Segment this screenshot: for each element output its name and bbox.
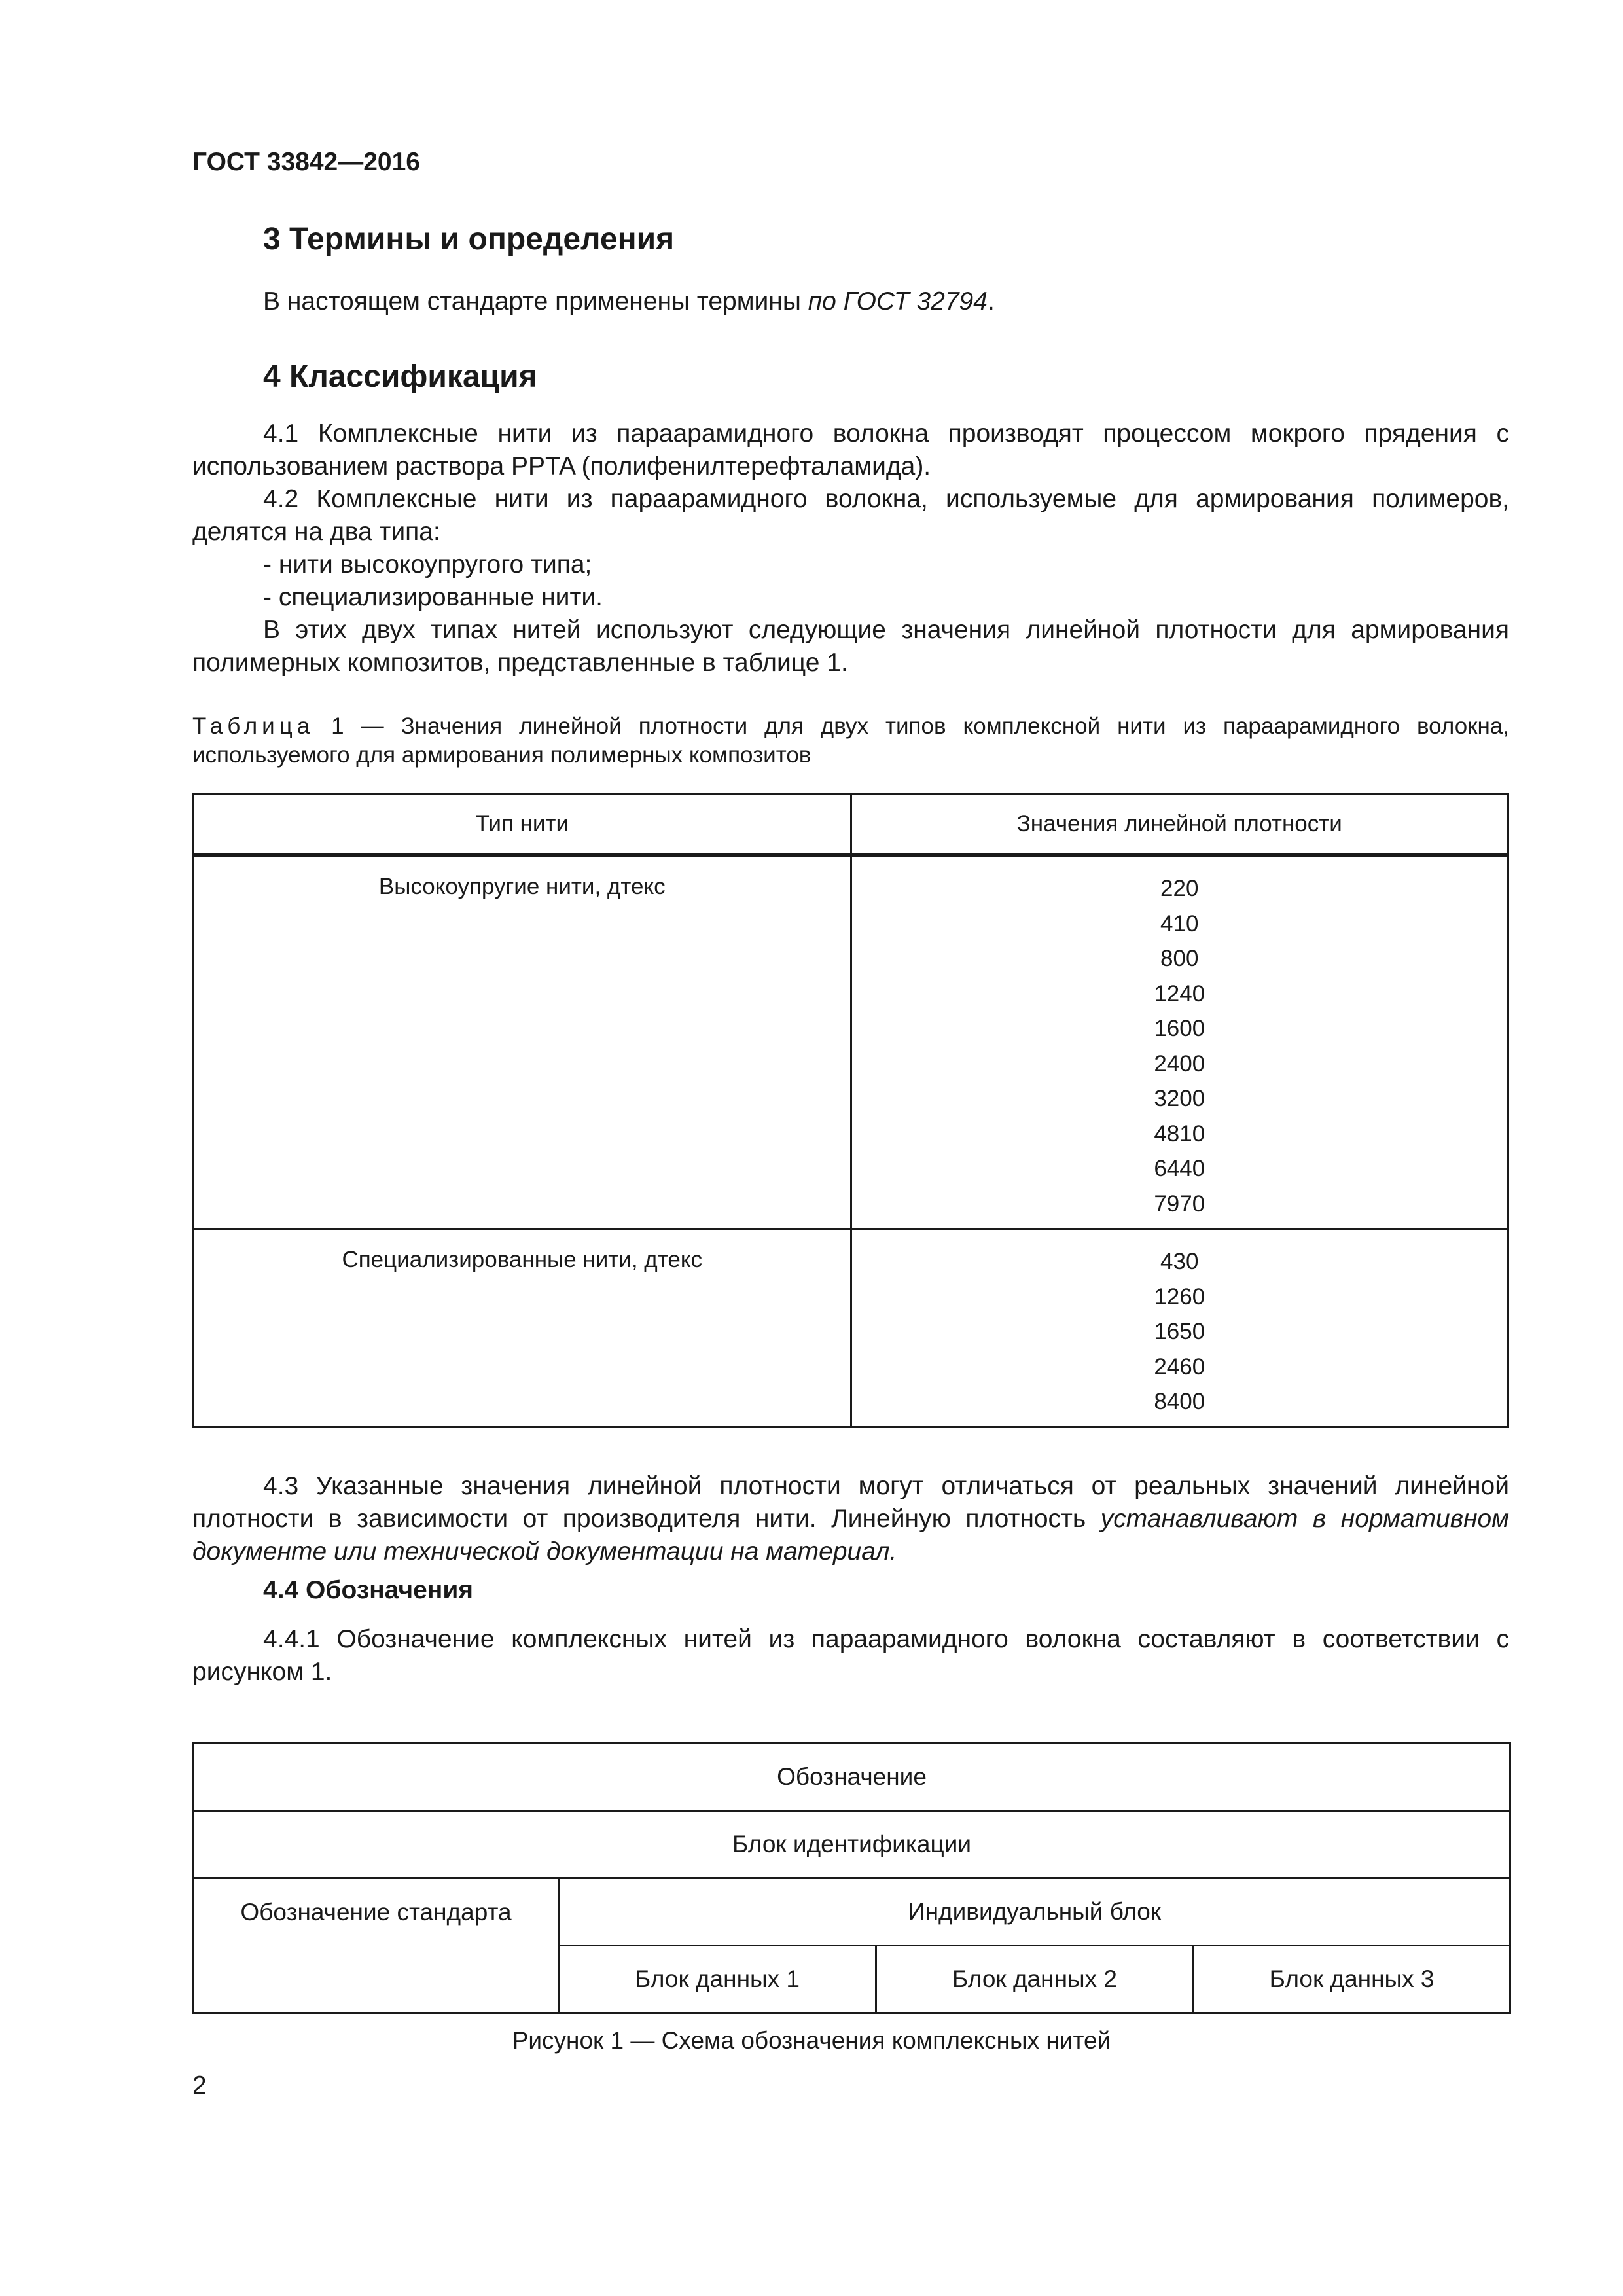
paragraph-4-4-1-text: 4.4.1 Обозначение комплексных нитей из параарамидного волокна составляют в соответствии с рисунком 1. — [192, 1625, 1509, 1686]
paragraph-4-2: 4.2 Комплексные нити из параарамидного волокна, используемые для армирования полимеров, делятся на два типа: — [192, 485, 1509, 546]
value-cell: 1600 — [1154, 1016, 1205, 1041]
paragraph-4-1: 4.1 Комплексные нити из параарамидного волокна производят процессом мокрого прядения с использованием раствора PPTA (полифенилтерефталамида). — [192, 420, 1509, 480]
figure-cell-data-block-1: Блок данных 1 — [559, 1946, 876, 2013]
table-header-row — [194, 795, 1508, 855]
list-item-high-modulus: - нити высокоупругого типа; — [263, 550, 592, 579]
designation-scheme-figure — [192, 1742, 1511, 2014]
table-caption-label: Таблица — [192, 713, 315, 739]
figure-cell-individual-block: Индивидуальный блок — [559, 1878, 1510, 1946]
figure-cell-identification-block: Блок идентификации — [194, 1811, 1510, 1878]
value-cell: 2460 — [1154, 1354, 1205, 1380]
value-cell: 220 — [1160, 876, 1199, 901]
section-4-4-title: 4.4 Обозначения — [263, 1576, 474, 1604]
value-cell: 7970 — [1154, 1191, 1205, 1217]
value-cell: 2400 — [1154, 1050, 1205, 1077]
table-row — [194, 855, 1508, 1229]
value-cell: 410 — [1160, 910, 1199, 937]
paragraph-4-3-text: 4.3 Указанные значения линейной плотности могут отличаться от реальных значений линейной плотности в зависимости от производителя нити. Линейную плотность — [192, 1472, 1509, 1533]
table-row — [194, 1229, 1508, 1427]
row-values-specialized — [851, 1229, 1508, 1427]
section-4-title: 4 Классификация — [263, 359, 537, 394]
table-1-caption — [192, 712, 1509, 770]
section-3-title: 3 Термины и определения — [263, 222, 675, 257]
page-number: 2 — [192, 2072, 207, 2100]
value-cell: 3200 — [1154, 1086, 1205, 1111]
paragraph-4-4-1 — [192, 1623, 1509, 1689]
row-name-high-modulus: Высокоупругие нити, дтекс — [194, 855, 851, 1229]
figure-1-caption: Рисунок 1 — Схема обозначения комплексных нитей — [512, 2027, 1111, 2054]
figure-cell-data-block-3: Блок данных 3 — [1194, 1946, 1510, 2013]
value-cell: 4810 — [1154, 1121, 1205, 1147]
document-header: ГОСТ 33842—2016 — [192, 148, 420, 176]
list-item-specialized: - специализированные нити. — [263, 583, 603, 611]
paragraph-values-intro: В этих двух типах нитей используют следующие значения линейной плотности для армирования полимерных композитов, представленные в таблице 1. — [192, 616, 1509, 677]
value-cell: 6440 — [1154, 1156, 1205, 1181]
paragraph-4-3 — [192, 1470, 1509, 1568]
section-3-text-end: . — [987, 287, 995, 315]
figure-cell-standard-designation: Обозначение стандарта — [194, 1878, 559, 2013]
value-cell: 800 — [1160, 946, 1199, 971]
row-name-specialized: Специализированные нити, дтекс — [194, 1229, 851, 1427]
row-values-high-modulus — [851, 855, 1508, 1229]
section-4-body — [192, 418, 1509, 679]
figure-cell-data-block-2: Блок данных 2 — [876, 1946, 1194, 2013]
value-cell: 1240 — [1154, 980, 1205, 1007]
value-cell: 8400 — [1154, 1389, 1205, 1414]
value-cell: 1260 — [1154, 1283, 1205, 1310]
section-3-text — [192, 285, 1509, 318]
paragraph-4-3-italic: устанавливают в нормативном документе или технической документации на материал. — [192, 1505, 1509, 1566]
value-cell: 1650 — [1154, 1319, 1205, 1344]
linear-density-table — [192, 793, 1509, 1428]
column-header-values: Значения линейной плотности — [851, 795, 1508, 855]
table-caption-text: 1 — Значения линейной плотности для двух типов комплексной нити из параарамидного волокна, используемого для армирования полимерных композитов — [192, 713, 1509, 768]
column-header-type: Тип нити — [194, 795, 851, 855]
section-3-text-start: В настоящем стандарте применены термины — [263, 287, 808, 315]
section-3-reference: по ГОСТ 32794 — [808, 287, 988, 315]
figure-cell-designation: Обозначение — [194, 1744, 1510, 1811]
value-cell: 430 — [1160, 1249, 1199, 1274]
